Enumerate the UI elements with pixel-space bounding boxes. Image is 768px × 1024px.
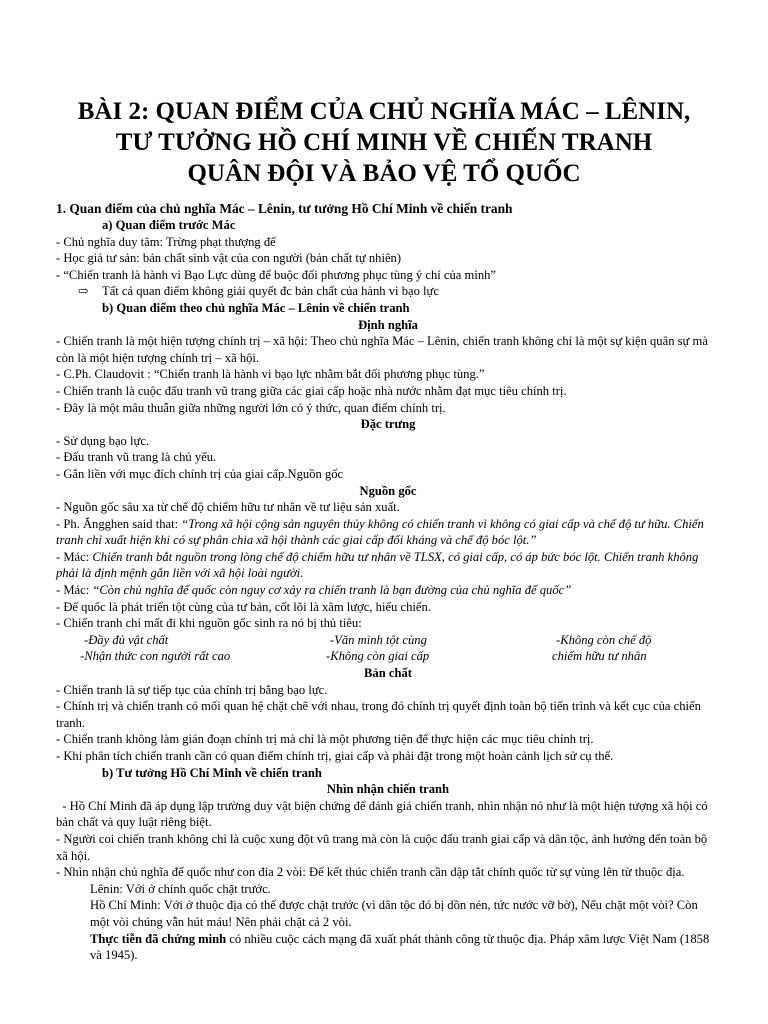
paragraph: - Chính trị và chiến tranh có mối quan hệ chặt chẽ với nhau, trong đó chính trị quyết định toàn bộ tiến trình và kết cục của chiến tranh. [56, 699, 701, 730]
subsection-b-heading: b) Quan điểm theo chủ nghĩa Mác – Lênin về chiến tranh [102, 300, 410, 315]
paragraph: - Học giả tư sản: bản chất sinh vật của con người (bản chất tự nhiên) [56, 251, 402, 266]
paragraph: - Hồ Chí Minh đã áp dụng lập trường duy vật biện chứng để đánh giá chiến tranh, nhìn nhận nó như là một hiện tượng xã hội có bản chất và quy luật riêng biệt. [56, 798, 711, 830]
quote-prefix: - Mác: [56, 583, 93, 598]
section-1-heading: 1. Quan điểm của chủ nghĩa Mác – Lênin, tư tưởng Hồ Chí Minh về chiến tranh [56, 201, 513, 216]
paragraph: - Khi phân tích chiến tranh cần có quan điểm chính trị, giai cấp và phải đặt trong một hoàn cảnh lịch sử cụ thể. [56, 749, 614, 763]
title-line-2: TƯ TƯỞNG HỒ CHÍ MINH VỀ CHIẾN TRANH [115, 129, 653, 156]
paragraph: - Chiến tranh không làm gián đoạn chính trị mà chỉ là một phương tiện để thực hiện các mục tiêu chính trị. [56, 732, 594, 747]
paragraph: - Nhìn nhận chủ nghĩa đế quốc như con đỉa 2 vòi: Để kết thúc chiến tranh cần dập tắt chính quốc từ sự vùng lên từ thuộc địa. [56, 865, 685, 880]
paragraph [56, 931, 720, 964]
nature-heading: Bản chất [364, 666, 412, 681]
condition-item: -Không còn chế độ [556, 632, 652, 647]
quote-text: “Còn chủ nghĩa đế quốc còn nguy cơ xảy ra chiến tranh là bạn đường của chủ nghĩa đế quốc” [92, 583, 572, 598]
quote-paragraph [56, 549, 720, 582]
subsection-hcm-heading: b) Tư tưởng Hồ Chí Minh về chiến tranh [102, 765, 322, 780]
paragraph: - Đây là một mâu thuẫn giữa những người lớn có ý thức, quan điểm chính trị. [56, 400, 446, 415]
subsection-a-heading: a) Quan điểm trước Mác [102, 218, 236, 232]
origin-heading: Nguồn gốc [359, 483, 417, 498]
document-title [0, 96, 768, 189]
quote-prefix: - Ph. Ăngghen said that: [56, 516, 182, 531]
condition-item: -Nhận thức con người rất cao [80, 649, 231, 664]
paragraph-text: có nhiều cuộc cách mạng đã xuất phát thành công từ thuộc địa. Pháp xâm lược Việt Nam (1858 và 1945). [90, 931, 710, 963]
condition-item: -Văn minh tột cùng [330, 632, 427, 647]
paragraph: - “Chiến tranh là hành vi Bạo Lực dùng để buộc đối phương phục tùng ý chí của mình” [56, 267, 497, 282]
paragraph: Tất cả quan điểm không giải quyết đc bản chất của hành vi bạo lực [102, 284, 439, 299]
paragraph: - Chiến tranh chỉ mất đi khi nguồn gốc sinh ra nó bị thủ tiêu: [56, 616, 362, 631]
document-body [56, 200, 720, 964]
conditions-row [56, 632, 720, 649]
definition-heading: Định nghĩa [358, 317, 418, 332]
condition-item: -Không còn giai cấp [326, 649, 430, 664]
paragraph: - Gắn liền với mục đích chính trị của giai cấp.Nguồn gốc [56, 466, 344, 481]
paragraph: - Đế quốc là phát triển tột cùng của tư bản, cốt lõi là xâm lược, hiếu chiến. [56, 599, 431, 614]
condition-item: -Đầy đủ vật chất [84, 632, 169, 647]
arrow-bullet-line [56, 283, 720, 300]
paragraph: - Chiến tranh là cuộc đấu tranh vũ trang giữa các giai cấp hoặc nhà nước nhằm đạt mục tiêu chính trị. [56, 383, 567, 398]
paragraph: - Chiến tranh là sự tiếp tục của chính trị bằng bạo lực. [56, 682, 328, 697]
paragraph: - Nguồn gốc sâu xa từ chế độ chiếm hữu tư nhân về tư liệu sản xuất. [56, 500, 400, 515]
paragraph: - Chiến tranh là một hiện tượng chính trị – xã hội: Theo chủ nghĩa Mác – Lênin, chiến tranh không chỉ là một sự kiện quân sự mà còn là một hiện tượng chính trị – xã hội. [56, 334, 708, 365]
characteristics-heading: Đặc trưng [360, 417, 416, 432]
quote-prefix: - Mác: [56, 549, 93, 564]
quote-paragraph [56, 582, 720, 599]
paragraph: - Sử dụng bạo lực. [56, 433, 150, 448]
paragraph: - Người coi chiến tranh không chỉ là cuộc xung đột vũ trang mà còn là cuộc đấu tranh giai cấp và dân tộc, ảnh hưởng đến toàn bộ xã hội. [56, 831, 708, 863]
conditions-row [56, 648, 720, 665]
emphasis-text: Thực tiễn đã chứng minh [90, 931, 227, 946]
quote-paragraph [56, 516, 720, 549]
perception-heading: Nhìn nhận chiến tranh [326, 782, 450, 797]
arrow-right-icon: ⇨ [78, 284, 89, 299]
paragraph: Lênin: Với ở chính quốc chặt trước. [90, 881, 271, 896]
quote-text: “Trong xã hội cộng sản nguyên thủy không có chiến tranh vì không có giai cấp và chế độ tư hữu. Chiến tranh chỉ xuất hiện khi có sự phân chia xã hội thành các giai cấp đối kháng và chế độ bóc lột.” [56, 516, 704, 548]
paragraph: - Đấu tranh vũ trang là chủ yếu. [56, 450, 217, 465]
title-line-3: QUÂN ĐỘI VÀ BẢO VỆ TỔ QUỐC [187, 160, 581, 187]
quote-text: Chiến tranh bắt nguồn trong lòng chế độ chiếm hữu tư nhân về TLSX, có giai cấp, có áp bức bóc lột. Chiến tranh không phải là định mệnh gắn liền với xã hội loài người. [56, 549, 699, 581]
title-line-1: BÀI 2: QUAN ĐIỂM CỦA CHỦ NGHĨA MÁC – LÊNIN, [77, 98, 691, 125]
paragraph: - C.Ph. Claudovit : “Chiến tranh là hành vi bạo lực nhằm bắt đối phương phục tùng.” [56, 367, 485, 382]
paragraph: - Chủ nghĩa duy tâm: Trừng phạt thượng đế [56, 234, 276, 249]
condition-item: chiếm hữu tư nhân [552, 649, 647, 664]
paragraph: Hồ Chí Minh: Với ở thuộc địa có thể được chặt trước (vì dân tộc đó bị dồn nén, tức nước vỡ bờ), Nếu chặt một vòi? Còn một vòi chúng vẫn hút máu! Nên phải chặt cả 2 vòi. [90, 898, 698, 929]
